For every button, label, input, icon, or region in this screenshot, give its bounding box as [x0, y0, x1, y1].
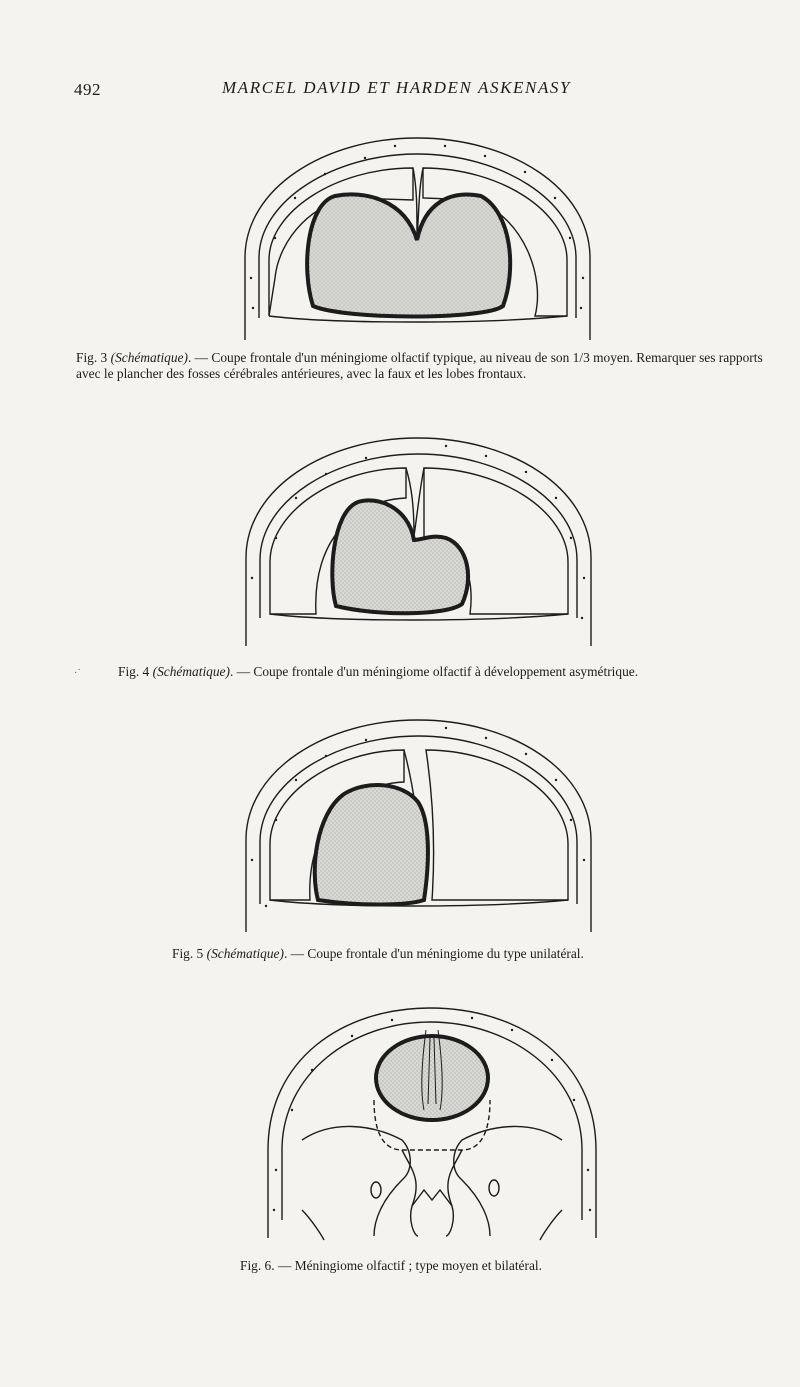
figure-6-text: — Méningiome olfactif ; type moyen et bilatéral.: [274, 1258, 542, 1273]
figure-5-italic: (Schématique): [206, 946, 284, 961]
figure-4-caption: [118, 664, 758, 680]
figure-5-text: . — Coupe frontale d'un méningiome du type unilatéral.: [283, 946, 584, 961]
figure-6-illustration: [262, 1000, 602, 1246]
figure-3-label: Fig. 3: [76, 350, 108, 365]
figure-5-label: Fig. 5: [172, 946, 204, 961]
figure-4-text: . — Coupe frontale d'un méningiome olfactif à développement asymétrique.: [229, 664, 639, 679]
figure-5-caption: [172, 946, 732, 962]
running-head: MARCEL DAVID ET HARDEN ASKENASY: [222, 78, 572, 97]
figure-3-text: . — Coupe frontale d'un méningiome olfactif typique, au niveau de son 1/3 moyen. Remarquer ses rapports avec le plancher des fosses cérébrales antérieures, avec la faux et les lobes frontaux.: [76, 350, 763, 381]
figure-4-illustration: [236, 428, 606, 652]
figure-3-illustration: [235, 128, 605, 348]
figure-4-italic: (Schématique): [152, 664, 230, 679]
figure-6-caption: [240, 1258, 660, 1274]
printing-speck: ·˙: [74, 668, 81, 679]
figure-3-caption: [76, 350, 766, 382]
figure-4-label: Fig. 4: [118, 664, 150, 679]
figure-3-italic: (Schématique): [110, 350, 188, 365]
figure-6-label: Fig. 6.: [240, 1258, 275, 1273]
page-number: 492: [74, 80, 101, 99]
figure-5-illustration: [236, 710, 606, 940]
